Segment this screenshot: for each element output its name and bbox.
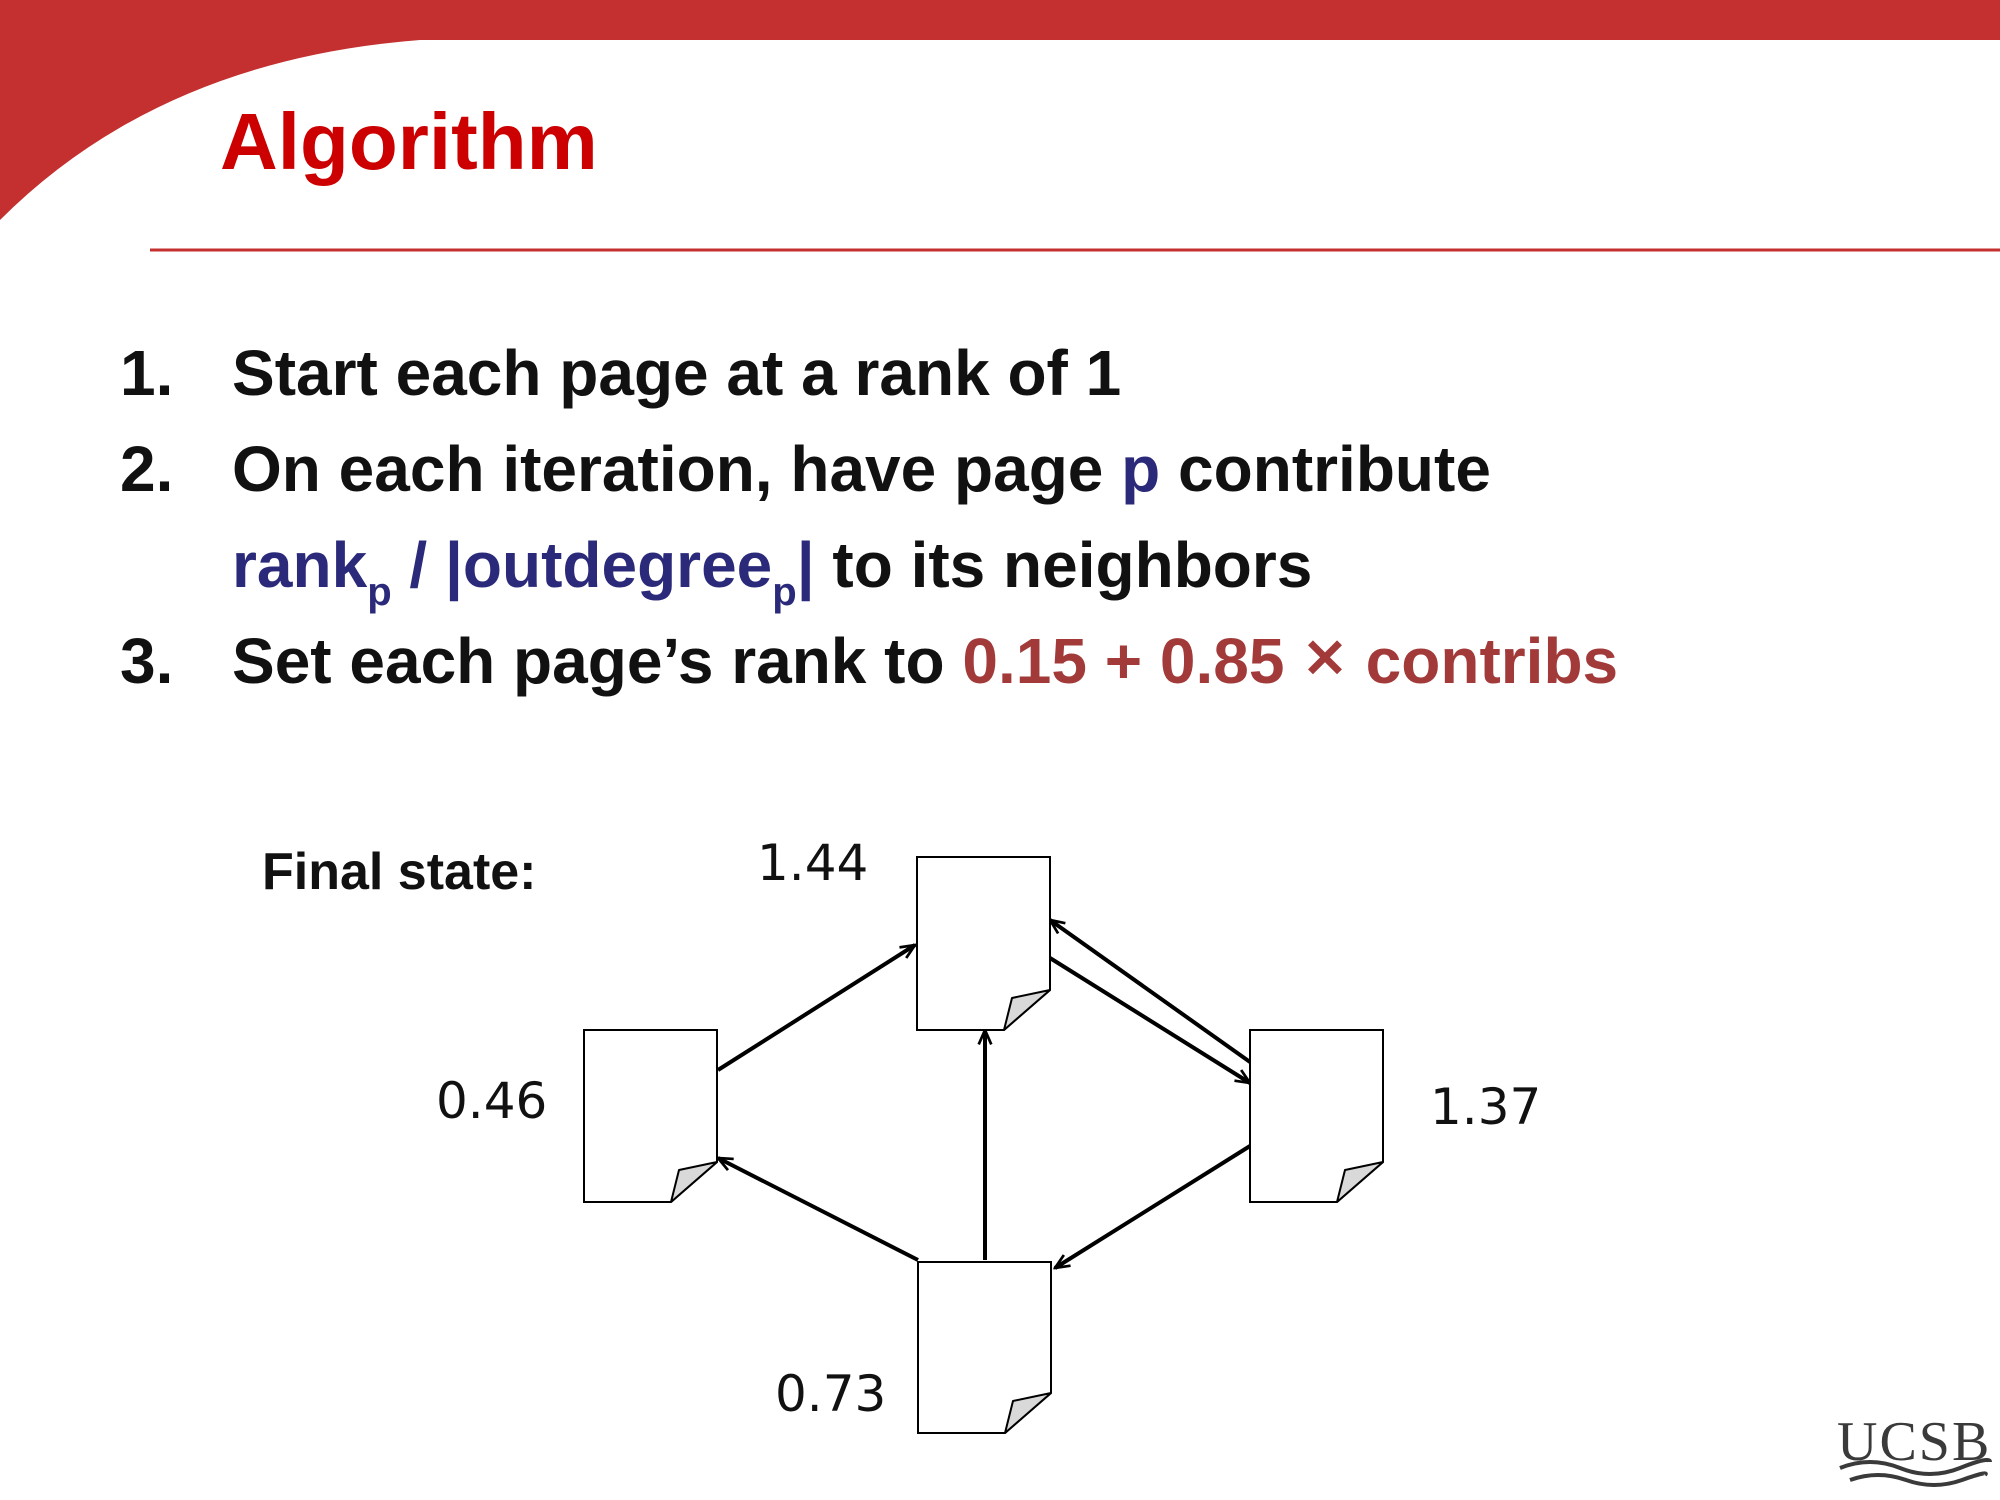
step-text-line2-post: to its neighbors: [814, 529, 1313, 601]
slide-title: Algorithm: [220, 97, 598, 186]
page-node-left: [584, 1030, 717, 1202]
times-symbol: ✕: [1302, 629, 1348, 689]
page-node-bottom: [918, 1262, 1051, 1433]
step-text-pre: Set each page’s rank to: [232, 625, 963, 697]
edge-right-to-top: [1050, 920, 1250, 1062]
rank-label-left: 0.46: [436, 1072, 548, 1130]
rank-subscript: p: [367, 570, 392, 614]
edge-left-to-top: [718, 945, 915, 1070]
step-1: [120, 325, 1920, 421]
step-number: 1.: [120, 337, 174, 409]
page-node-top: [917, 857, 1050, 1030]
step-text-line1-pre: On each iteration, have page: [232, 433, 1122, 505]
formula-contribs: contribs: [1365, 625, 1619, 697]
edge-bottom-to-left: [718, 1158, 918, 1260]
step-3: [120, 613, 1920, 713]
rank-label-right: 1.37: [1430, 1078, 1542, 1136]
algorithm-steps: [120, 325, 1920, 713]
formula-constant: 0.15 + 0.85: [962, 625, 1285, 697]
step-number: 2.: [120, 433, 174, 505]
page-node-right: [1250, 1030, 1383, 1202]
outdegree-subscript: p: [772, 570, 797, 614]
outdegree-term: / |outdegree: [391, 529, 773, 601]
rank-label-bottom: 0.73: [775, 1365, 887, 1423]
ucsb-logo: UCSB: [1837, 1411, 1992, 1473]
outdegree-bar: |: [796, 529, 815, 601]
edge-right-to-bottom: [1055, 1146, 1250, 1268]
page-variable: p: [1121, 433, 1161, 505]
final-state-label: Final state:: [262, 843, 537, 901]
step-text-line1-post: contribute: [1160, 433, 1491, 505]
rank-term: rank: [232, 529, 368, 601]
rank-label-top: 1.44: [757, 834, 869, 892]
edge-top-to-right: [1050, 958, 1250, 1083]
step-number: 3.: [120, 625, 174, 697]
step-text: Start each page at a rank of 1: [232, 337, 1122, 409]
step-2: [120, 421, 1920, 613]
